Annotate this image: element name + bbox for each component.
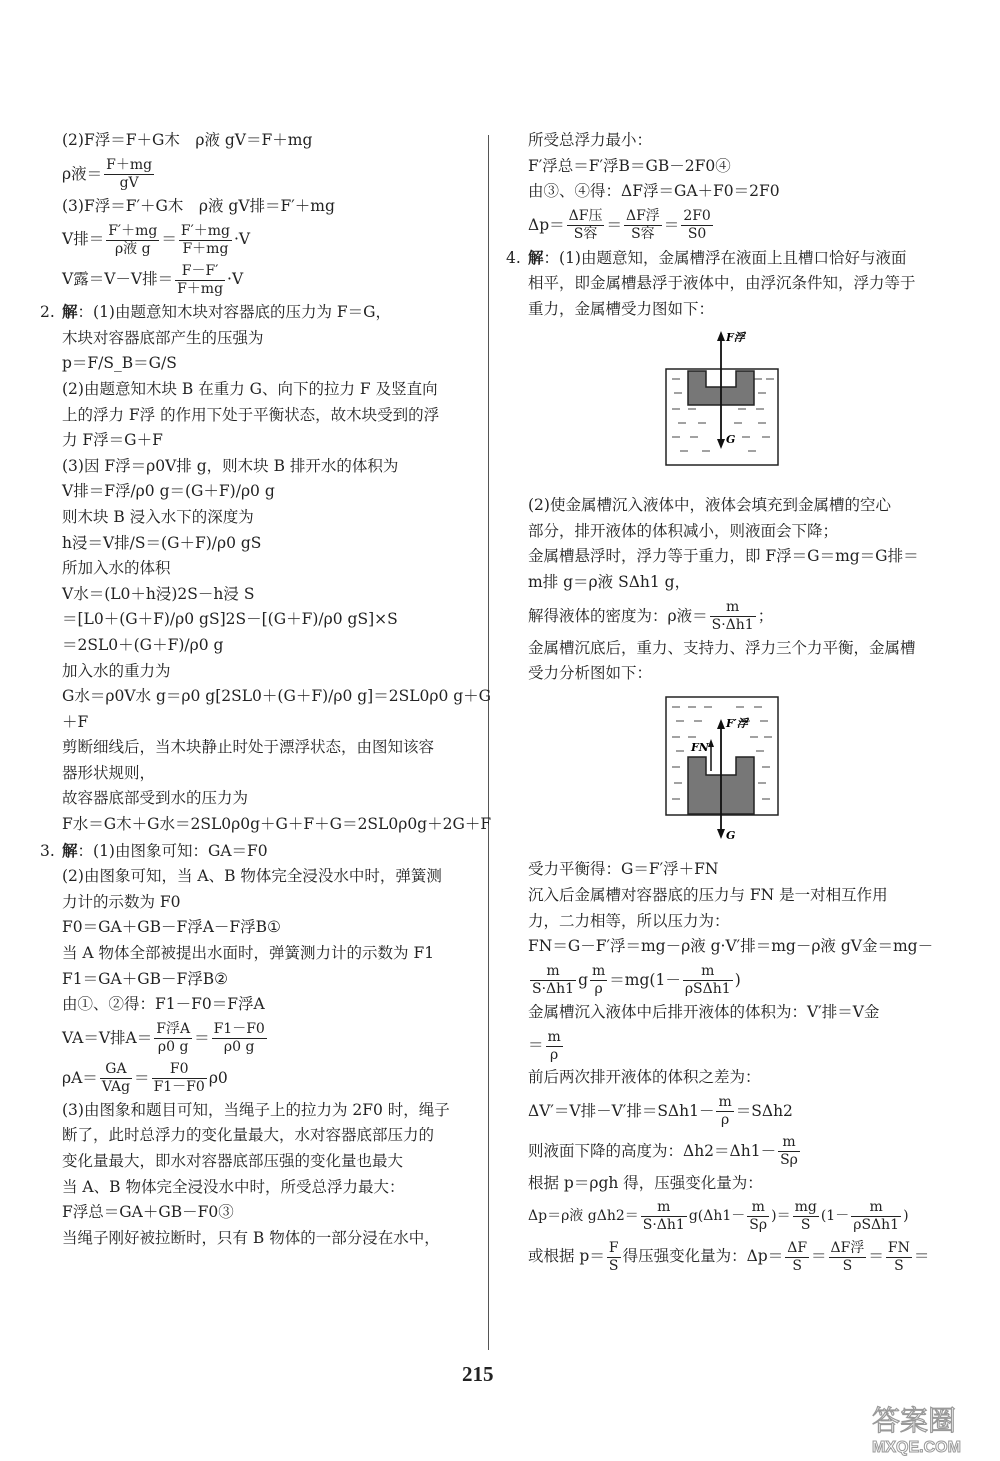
question-number: 4. — [506, 248, 521, 267]
denominator: S容 — [573, 226, 598, 243]
column-divider — [488, 135, 489, 1350]
watermark-domain: MXQE.COM — [872, 1439, 961, 1456]
formula-text: g — [578, 970, 589, 989]
numerator: m — [710, 599, 756, 617]
solution-label: 解 — [62, 302, 78, 322]
denominator: ρ — [594, 981, 603, 998]
numerator: m — [547, 1028, 561, 1045]
fraction — [785, 1240, 809, 1275]
text-line: ：(1)由图象可知：GA＝F0 — [77, 841, 268, 860]
text-line: 木块对容器底部产生的压强为 — [62, 328, 264, 347]
question-number: 2. — [40, 303, 55, 322]
text-line: F浮总＝GA＋GB－F0③ — [62, 1203, 234, 1222]
watermark-svg — [868, 1400, 988, 1456]
formula-text: V露＝V－V排＝ — [62, 270, 174, 289]
text-line: 由①、②得：F1－F0＝F浮A — [62, 995, 265, 1014]
numerator: m — [851, 1199, 901, 1217]
formula-text: )＝ — [771, 1208, 791, 1225]
denominator: ρ — [550, 1046, 559, 1063]
fraction — [104, 157, 154, 192]
text-line: ＝2SL0＋(G＋F)/ρ0 g — [62, 635, 224, 654]
text-line: 断了，此时总浮力的变化量最大，水对容器底部压力的 — [62, 1126, 435, 1145]
text-line: F1＝GA＋GB－F浮B② — [62, 969, 229, 988]
numerator: F1－F0 — [213, 1021, 265, 1038]
formula-text: ＝ — [868, 1247, 884, 1266]
text-line: 则木块 B 浸入水下的深度为 — [62, 507, 254, 526]
formula-line — [40, 219, 476, 259]
denominator: ρ — [721, 1112, 730, 1129]
formula-text: V排＝ — [62, 230, 105, 249]
formula-text: 得压强变化量为：Δp＝ — [622, 1247, 784, 1266]
formula-text: ＝mg(1－ — [609, 970, 681, 989]
text-line: 剪断细线后，当木块静止时处于漂浮状态，由图知该容 — [62, 738, 435, 757]
fraction — [710, 599, 756, 634]
denominator: F＋mg — [182, 240, 229, 257]
formula-text: ＝ — [528, 1036, 544, 1055]
text-line: 当绳子刚好被拉断时，只有 B 物体的一部分浸在水中， — [62, 1228, 440, 1247]
text-line: 由③、④得：ΔF浮＝GA＋F0＝2F0 — [528, 182, 780, 201]
formula-text: 解得液体的密度为：ρ液＝ — [528, 606, 708, 625]
denominator: S — [800, 1216, 811, 1233]
fraction — [567, 208, 605, 243]
formula-text: ＝ — [663, 215, 680, 234]
fraction — [624, 208, 662, 243]
numerator: GA — [100, 1061, 132, 1079]
formula-text: 则液面下降的高度为：Δh2＝Δh1－ — [528, 1141, 777, 1160]
formula-text: VA＝V排A＝ — [62, 1028, 153, 1047]
formula-text: ＝SΔh2 — [735, 1101, 793, 1120]
text-line: V排＝F浮/ρ0 g＝(G＋F)/ρ0 g — [62, 482, 275, 501]
solution-label: 解 — [528, 247, 544, 267]
text-line: F0＝GA＋GB－F浮A－F浮B① — [62, 918, 281, 937]
numerator: F — [608, 1239, 619, 1256]
numerator: m — [641, 1199, 687, 1217]
denominator: F1－F0 — [153, 1079, 205, 1096]
denominator: ρ液 g — [114, 240, 151, 257]
formula-line — [506, 1131, 942, 1171]
text-line: 力计的示数为 F0 — [62, 892, 181, 911]
formula-text: ＝ — [134, 1068, 150, 1087]
text-line: (2)由图象可知，当 A、B 物体完全浸没水中时，弹簧测 — [62, 867, 442, 886]
formula-text: ＝ — [161, 230, 177, 249]
formula-line — [506, 1236, 942, 1276]
text-line: 器形状规则， — [62, 763, 156, 782]
fraction — [152, 1061, 207, 1096]
fraction — [100, 1061, 132, 1096]
text-line: (3)因 F浮＝ρ0V排 g，则木块 B 排开水的体积为 — [62, 456, 399, 475]
fraction — [106, 223, 159, 258]
fraction — [546, 1029, 563, 1064]
text-line: 变化量最大，即水对容器底部压强的变化量也最大 — [62, 1152, 404, 1170]
formula-text: ρ0 — [208, 1068, 228, 1087]
formula-line — [506, 205, 942, 245]
text-line: 加入水的重力为 — [62, 661, 171, 680]
fraction — [212, 1021, 267, 1056]
denominator: VAg — [101, 1079, 131, 1096]
fraction — [175, 263, 225, 298]
formula-line — [506, 1091, 942, 1131]
text-line: (2)由题意知木块 B 在重力 G、向下的拉力 F 及竖直向 — [62, 379, 438, 398]
text-line: 所加入水的体积 — [62, 559, 171, 578]
denominator: S容 — [631, 226, 655, 243]
text-line: G水＝ρ0V水 g＝ρ0 g[2SL0＋(G＋F)/ρ0 g]＝2SL0ρ0 g＋G — [62, 687, 492, 706]
question-2-header — [40, 299, 476, 326]
numerator: F′＋mg — [108, 222, 158, 239]
denominator: S — [842, 1257, 853, 1274]
text-line: 重力，金属槽受力图如下： — [528, 299, 715, 318]
text-line: F水＝G木＋G水＝2SL0ρ0g＋G＋F＋G＝2SL0ρ0g＋2G＋F — [62, 815, 492, 834]
formula-text: ； — [757, 606, 774, 625]
denominator: gV — [119, 175, 139, 192]
question-number: 3. — [40, 841, 55, 860]
text-line: h浸＝V排/S＝(G＋F)/ρ0 gS — [62, 533, 262, 552]
numerator: F浮A — [156, 1021, 191, 1038]
fraction — [886, 1240, 912, 1275]
denominator: S — [608, 1257, 619, 1274]
fraction — [793, 1199, 819, 1234]
text-line: p＝F/S_B＝G/S — [62, 354, 177, 373]
text-line: ＝[L0＋(G＋F)/ρ0 gS]2S－[(G＋F)/ρ0 gS]×S — [62, 610, 398, 629]
numerator: m — [592, 963, 606, 980]
numerator: mg — [794, 1198, 817, 1215]
text-line: ：(1)由题意知，金属槽浮在液面上且槽口恰好与液面 — [543, 248, 907, 267]
solution-label: 解 — [62, 840, 78, 860]
formula-line — [40, 1018, 476, 1058]
formula-text: ＝ — [913, 1247, 930, 1266]
text-line: (2)F浮＝F＋G木 ρ液 gV＝F＋mg — [62, 131, 313, 149]
numerator: ΔF浮 — [625, 208, 660, 225]
formula-text: ρ液＝ — [62, 164, 103, 183]
formula-text: g(Δh1－ — [688, 1208, 746, 1225]
numerator: ΔF浮 — [830, 1239, 865, 1256]
numerator: m — [747, 1199, 769, 1217]
denominator: ρSΔh1 — [853, 1216, 900, 1233]
text-line: 前后两次排开液体的体积之差为： — [528, 1068, 761, 1087]
text-line: 金属槽沉底后，重力、支持力、浮力三个力平衡，金属槽 — [528, 638, 916, 657]
denominator: S0 — [687, 226, 707, 243]
text-line: (3)由图象和题目可知，当绳子上的拉力为 2F0 时，绳子 — [62, 1100, 450, 1119]
formula-text: ) — [734, 970, 741, 989]
text-line: FN＝G－F′浮＝mg－ρ液 g·V′排＝mg－ρ液 gV金＝mg－ — [528, 937, 934, 956]
formula-text: ＝ — [606, 215, 622, 234]
buoyancy-label: F浮 — [726, 330, 745, 344]
denominator: S·Δh1 — [532, 981, 575, 998]
numerator: ΔF压 — [568, 208, 603, 225]
denominator: F＋mg — [177, 280, 224, 297]
formula-line — [506, 1025, 942, 1065]
formula-text: ·V — [227, 270, 244, 289]
numerator: F－F′ — [175, 263, 225, 281]
gravity-label: G — [726, 828, 736, 841]
denominator: ρ0 g — [223, 1039, 255, 1056]
floating-trough-diagram — [658, 329, 942, 486]
text-line: 力，二力相等，所以压力为： — [528, 911, 730, 930]
denominator: ρ0 g — [157, 1039, 189, 1056]
text-line: 根据 p＝ρgh 得，压强变化量为： — [528, 1173, 763, 1192]
right-column — [506, 128, 942, 1276]
text-line: 受力分析图如下： — [528, 664, 653, 683]
text-line: 相平，即金属槽悬浮于液体中，由浮沉条件知，浮力等于 — [528, 274, 916, 293]
sunk-trough-diagram — [658, 693, 942, 850]
text-line: 所受总浮力最小： — [528, 131, 653, 149]
fraction — [716, 1094, 733, 1129]
text-line: m排 g＝ρ液 SΔh1 g， — [528, 572, 691, 591]
text-line: 金属槽悬浮时，浮力等于重力，即 F浮＝G＝mg＝G排＝ — [528, 547, 919, 566]
text-line: 受力平衡得：G＝F′浮＋FN — [528, 860, 719, 879]
text-line: ＋F — [62, 712, 89, 731]
formula-text: ＝ — [194, 1028, 210, 1047]
text-line: (3)F浮＝F′＋G木 ρ液 gV排＝F′＋mg — [62, 196, 335, 215]
question-4-header — [506, 245, 942, 272]
fraction — [829, 1240, 867, 1275]
numerator: F＋mg — [106, 157, 153, 174]
numerator: m — [778, 1134, 800, 1152]
text-line: V水＝(L0＋h浸)2S－h浸 S — [62, 584, 255, 603]
fraction — [641, 1199, 687, 1234]
denominator: S — [894, 1257, 904, 1274]
numerator: F′＋mg — [180, 222, 230, 239]
numerator: F0 — [152, 1061, 207, 1079]
formula-text: ) — [903, 1208, 909, 1225]
formula-text: ·V — [234, 230, 251, 249]
denominator: ρSΔh1 — [684, 981, 731, 998]
text-line: 力 F浮＝G＋F — [62, 431, 163, 450]
formula-line — [40, 154, 476, 194]
formula-text: Δp＝ρ液 gΔh2＝ — [528, 1208, 639, 1225]
sunk-trough-svg — [658, 693, 784, 841]
denominator: S·Δh1 — [711, 617, 754, 634]
denominator: Sρ — [749, 1216, 768, 1233]
question-3-header — [40, 838, 476, 865]
numerator: ΔF — [787, 1239, 808, 1256]
gravity-label: G — [726, 432, 736, 446]
fraction — [530, 963, 576, 998]
numerator: m — [530, 963, 576, 981]
formula-line — [506, 1196, 942, 1236]
formula-line — [40, 1058, 476, 1098]
watermark-logo — [868, 1400, 988, 1460]
fraction — [607, 1240, 621, 1275]
text-line: F′浮总＝F′浮B＝GB－2F0④ — [528, 156, 731, 175]
denominator: S — [792, 1257, 802, 1274]
formula-line — [40, 259, 476, 299]
fraction — [778, 1134, 800, 1169]
formula-text: ＝ — [811, 1247, 827, 1266]
numerator: m — [683, 963, 733, 981]
numerator: 2F0 — [683, 208, 711, 225]
trough-figure-svg — [658, 329, 784, 477]
text-line: 当 A、B 物体完全浸没水中时，所受总浮力最大： — [62, 1177, 405, 1196]
fraction — [683, 963, 733, 998]
fraction — [681, 208, 713, 243]
formula-line — [506, 596, 942, 636]
text-line: 故容器底部受到水的压力为 — [62, 789, 249, 808]
buoyancy-label: F′浮 — [726, 716, 748, 730]
text-line: 上的浮力 F浮 的作用下处于平衡状态，故木块受到的浮 — [62, 405, 440, 424]
formula-line — [506, 960, 942, 1000]
formula-text: ρA＝ — [62, 1068, 98, 1087]
formula-text: ΔV′＝V排－V′排＝SΔh1－ — [528, 1101, 715, 1120]
numerator: FN — [887, 1239, 910, 1256]
fraction — [851, 1199, 901, 1234]
watermark-brand: 答案圈 — [872, 1404, 957, 1437]
fraction — [154, 1021, 192, 1056]
fraction — [747, 1199, 769, 1234]
denominator: S·Δh1 — [642, 1216, 685, 1233]
text-line: 当 A 物体全部被提出水面时，弹簧测力计的示数为 F1 — [62, 944, 435, 963]
formula-text: Δp＝ — [528, 215, 565, 234]
denominator: Sρ — [780, 1152, 798, 1169]
text-line: 部分，排开液体的体积减小，则液面会下降； — [528, 521, 839, 540]
text-line: 沉入后金属槽对容器底的压力与 FN 是一对相互作用 — [528, 885, 888, 904]
text-line: ：(1)由题意知木块对容器底的压力为 F＝G， — [77, 303, 392, 322]
fraction — [590, 963, 607, 998]
fraction — [179, 223, 232, 258]
numerator: m — [718, 1094, 732, 1111]
text-line: 金属槽沉入液体中后排开液体的体积为：V′排＝V金 — [528, 1002, 880, 1021]
formula-text: (1－ — [820, 1208, 850, 1225]
support-force-label: FN — [691, 740, 709, 754]
left-column — [40, 128, 492, 1251]
formula-text: 或根据 p＝ — [528, 1247, 605, 1266]
text-line: (2)使金属槽沉入液体中，液体会填充到金属槽的空心 — [528, 496, 891, 515]
page-number: 215 — [462, 1362, 494, 1386]
